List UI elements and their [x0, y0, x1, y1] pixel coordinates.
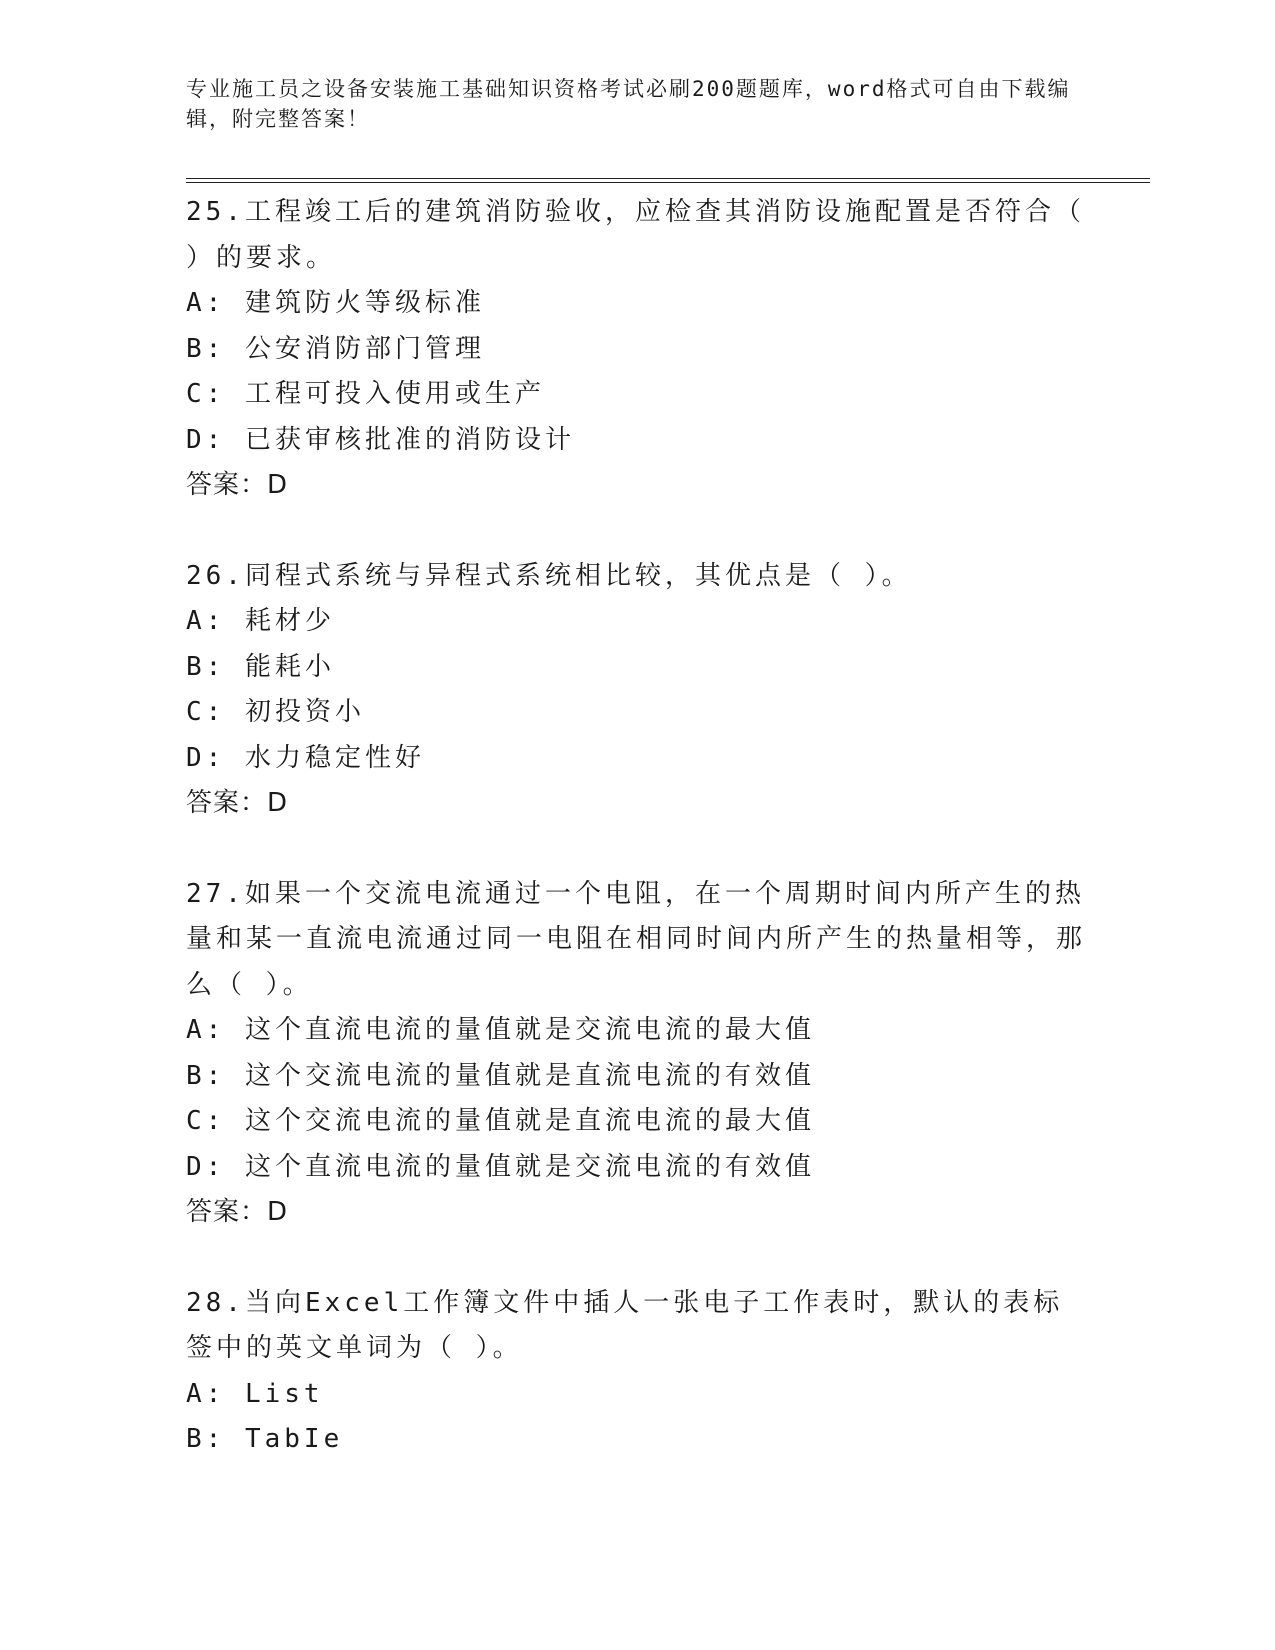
- header-divider-line: [186, 178, 1150, 179]
- option-d: D: 已获审核批准的消防设计: [186, 424, 575, 455]
- option-c: C: 这个交流电流的量值就是直流电流的最大值: [186, 1106, 815, 1136]
- question-list: [186, 190, 1086, 1508]
- document-header: 专业施工员之设备安装施工基础知识资格考试必刷200题题库，word格式可自由下载编辑，附完整答案！: [186, 77, 1071, 131]
- option-c: C: 工程可投入使用或生产: [186, 379, 545, 409]
- answer-text: 答案：D: [186, 1197, 289, 1227]
- question-25: [186, 190, 1086, 509]
- question-stem: 26.同程式系统与异程式系统相比较，其优点是（ ）。: [186, 560, 912, 591]
- question-stem: 28.当向Excel工作簿文件中插人一张电子工作表时，默认的表标签中的英文单词为（ ）。: [186, 1287, 1064, 1363]
- option-a: A: List: [186, 1378, 324, 1409]
- question-28: [186, 1281, 1086, 1463]
- option-a: A: 耗材少: [186, 606, 335, 636]
- option-c: C: 初投资小: [186, 697, 365, 727]
- header-divider-line-2: [186, 182, 1150, 183]
- option-d: D: 水力稳定性好: [186, 742, 425, 773]
- option-d: D: 这个直流电流的量值就是交流电流的有效值: [186, 1151, 815, 1182]
- option-b: B: 公安消防部门管理: [186, 333, 485, 364]
- question-stem: 27.如果一个交流电流通过一个电阻，在一个周期时间内所产生的热量和某一直流电流通过同一电阻在相同时间内所产生的热量相等，那么（ ）。: [186, 878, 1087, 1000]
- question-26: [186, 554, 1086, 827]
- option-a: A: 建筑防火等级标准: [186, 288, 485, 318]
- question-stem: 25.工程竣工后的建筑消防验收，应检查其消防设施配置是否符合（ ）的要求。: [186, 197, 1085, 273]
- option-b: B: TabIe: [186, 1424, 344, 1454]
- answer-text: 答案：D: [186, 470, 289, 500]
- option-b: B: 这个交流电流的量值就是直流电流的有效值: [186, 1060, 815, 1091]
- question-27: [186, 872, 1086, 1236]
- option-b: B: 能耗小: [186, 651, 335, 682]
- option-a: A: 这个直流电流的量值就是交流电流的最大值: [186, 1015, 815, 1045]
- answer-text: 答案：D: [186, 788, 289, 818]
